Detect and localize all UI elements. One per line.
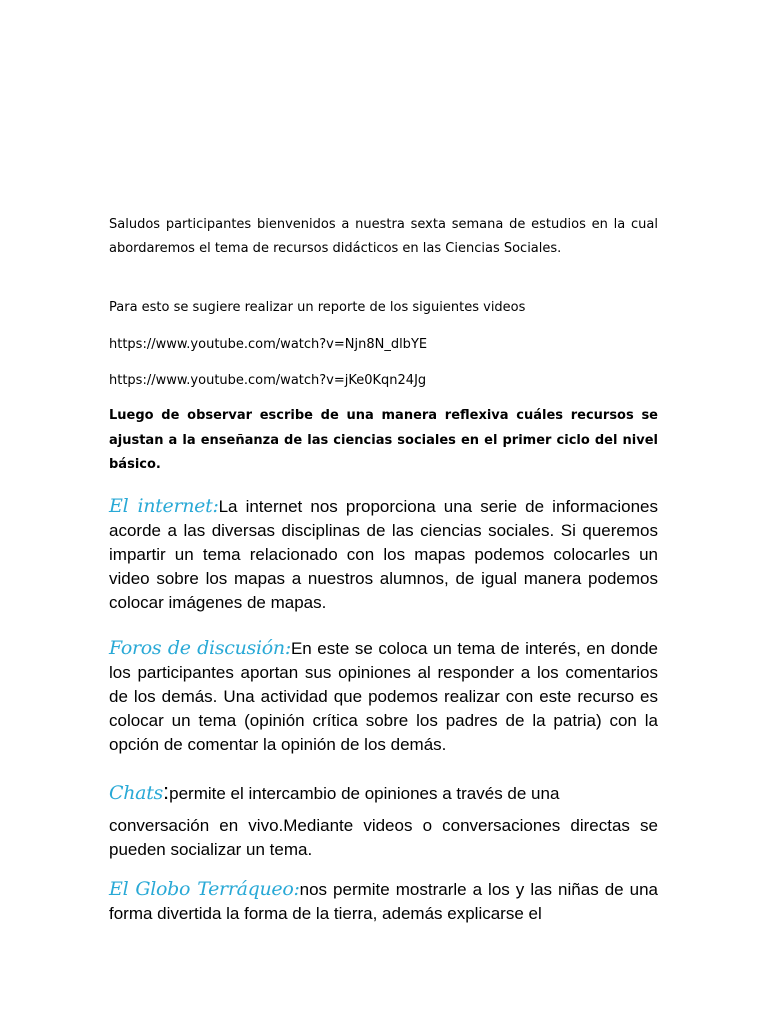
section-chats — [109, 780, 658, 862]
section-heading-foros: Foros de discusión: — [109, 637, 291, 659]
section-foros — [109, 636, 658, 757]
section-heading-globo: El Globo Terráqueo: — [109, 878, 300, 900]
section-body-foros: En este se coloca un tema de interés, en donde los participantes aportan sus opiniones al responder a los comentarios de los demás. Una actividad que podemos realizar con este recurso es colocar un tema (opinión crítica sobre los padres de la patria) con la opción de comentar la opinión de los demás. — [109, 639, 658, 754]
section-colon-chats: : — [163, 779, 170, 804]
instruction-paragraph: Para esto se sugiere realizar un reporte de los siguientes videos — [109, 300, 526, 315]
section-body-chats-first: permite el intercambio de opiniones a través de una — [169, 784, 560, 803]
section-internet — [109, 494, 658, 615]
greeting-paragraph: Saludos participantes bienvenidos a nuestra sexta semana de estudios en la cual abordaremos el tema de recursos didácticos en las Ciencias Sociales. — [109, 217, 658, 256]
video-link-2[interactable]: https://www.youtube.com/watch?v=jKe0Kqn24Jg — [109, 373, 427, 388]
section-body-chats-rest: conversación en vivo.Mediante videos o conversaciones directas se pueden socializar un tema. — [109, 816, 658, 859]
section-heading-internet: El internet: — [109, 495, 219, 517]
section-body-globo: nos permite mostrarle a los y las niñas de una forma divertida la forma de la tierra, además explicarse el — [109, 880, 658, 923]
section-heading-chats: Chats — [109, 782, 163, 804]
section-globo — [109, 877, 658, 926]
section-body-internet: La internet nos proporciona una serie de informaciones acorde a las diversas disciplinas de las ciencias sociales. Si queremos impartir un tema relacionado con los mapas podemos colocarles un video sobre los mapas a nuestros alumnos, de igual manera podemos colocar imágenes de mapas. — [109, 497, 658, 612]
task-paragraph: Luego de observar escribe de una manera reflexiva cuáles recursos se ajustan a la enseñanza de las ciencias sociales en el primer ciclo del nivel básico. — [109, 408, 658, 472]
video-link-1[interactable]: https://www.youtube.com/watch?v=Njn8N_dlbYE — [109, 337, 428, 352]
